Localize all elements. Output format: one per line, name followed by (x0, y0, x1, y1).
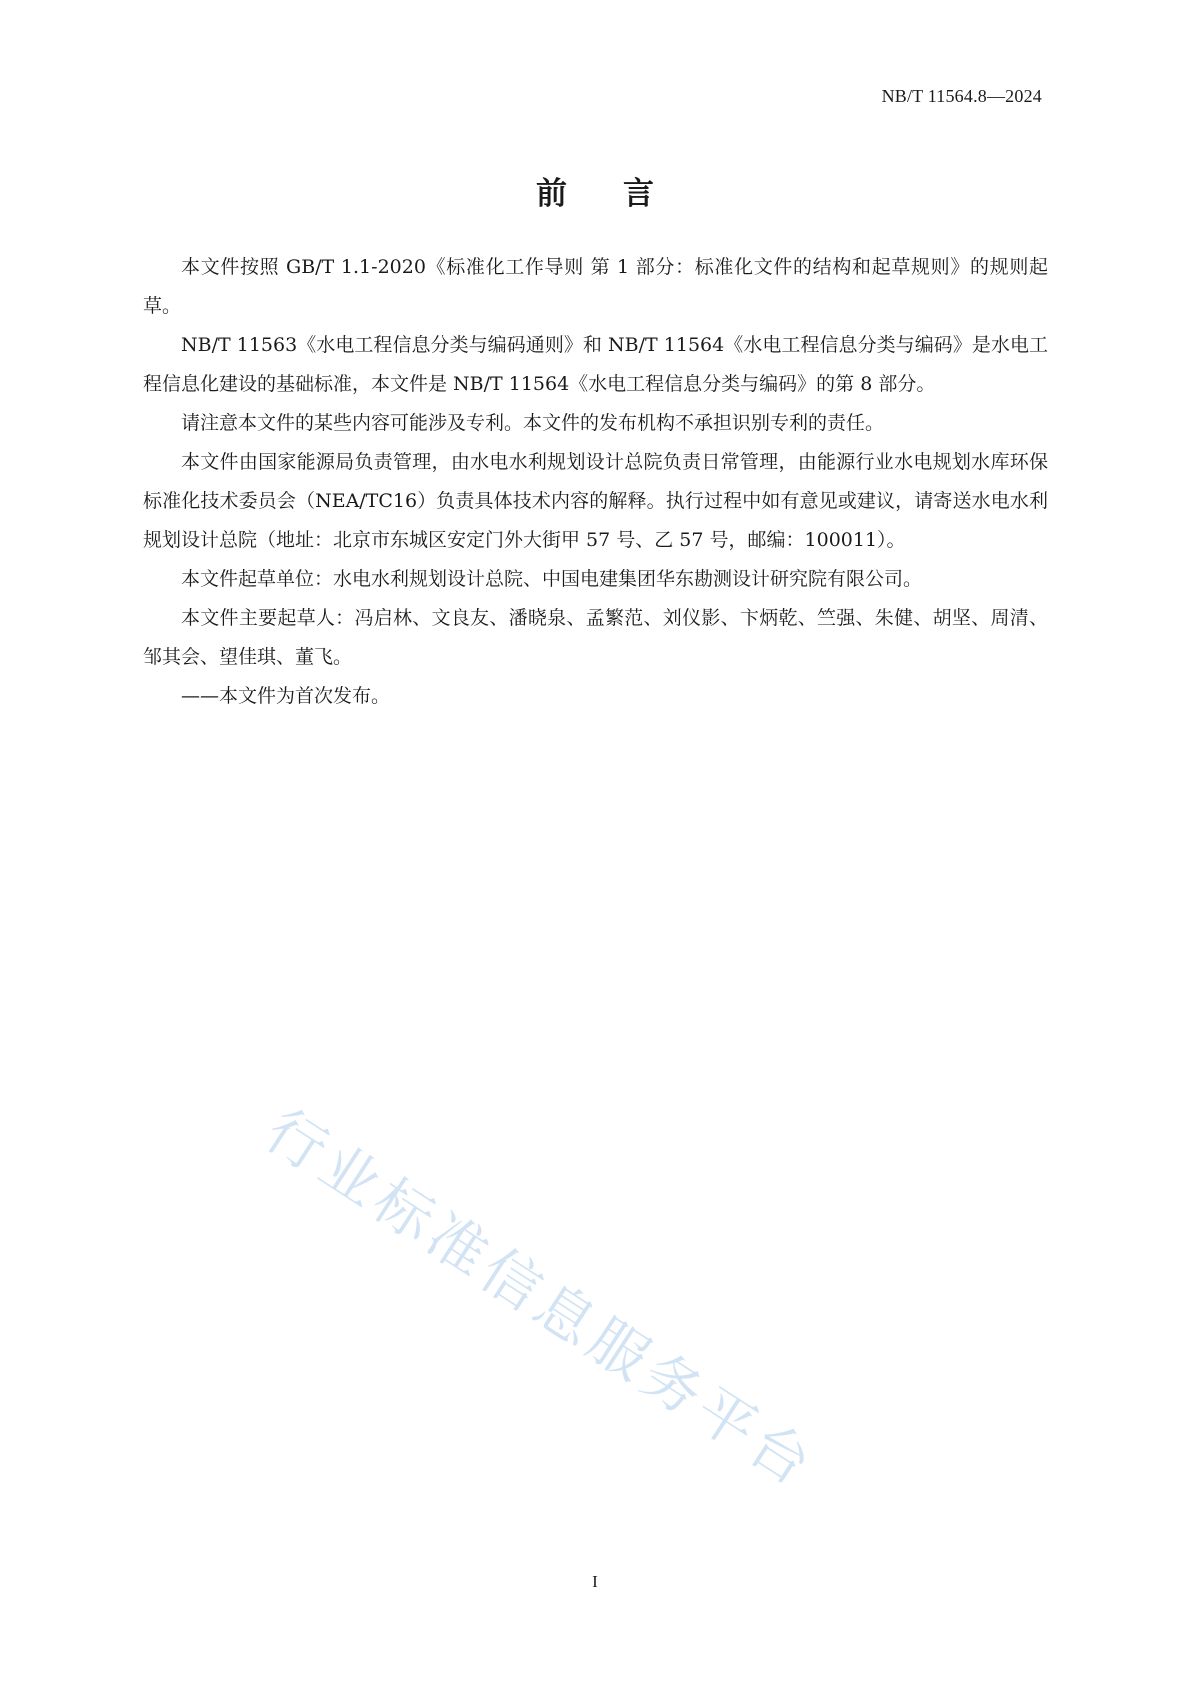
paragraph-drafters: 本文件主要起草人：冯启林、文良友、潘晓泉、孟繁范、刘仪影、卞炳乾、竺强、朱健、胡坚、周清、邹其会、望佳琪、董飞。 (143, 607, 1048, 668)
foreword-body (143, 248, 1048, 716)
watermark: 行业标准信息服务平台 (253, 1095, 828, 1502)
document-number: NB/T 11564.8—2024 (881, 86, 1042, 106)
paragraph-management: 本文件由国家能源局负责管理，由水电水利规划设计总院负责日常管理，由能源行业水电规划水库环保标准化技术委员会（NEA/TC16）负责具体技术内容的解释。执行过程中如有意见或建议，请寄送水电水利规划设计总院（地址：北京市东城区安定门外大街甲 57 号、乙 57 号，邮编：100011）。 (143, 451, 1048, 551)
paragraph-first-release: ——本文件为首次发布。 (181, 685, 391, 707)
page-title (0, 168, 1190, 213)
paragraph-drafting-rules: 本文件按照 GB/T 1.1-2020《标准化工作导则 第 1 部分：标准化文件的结构和起草规则》的规则起草。 (143, 256, 1048, 317)
title-char-1: 前 (536, 176, 567, 212)
paragraph-drafting-units: 本文件起草单位：水电水利规划设计总院、中国电建集团华东勘测设计研究院有限公司。 (181, 568, 923, 590)
paragraph-standard-series: NB/T 11563《水电工程信息分类与编码通则》和 NB/T 11564《水电工程信息分类与编码》是水电工程信息化建设的基础标准，本文件是 NB/T 11564《水电工程信息分类与编码》的第 8 部分。 (143, 334, 1048, 395)
paragraph-patent-notice: 请注意本文件的某些内容可能涉及专利。本文件的发布机构不承担识别专利的责任。 (181, 412, 885, 434)
page-number: I (592, 1572, 598, 1591)
title-char-2: 言 (623, 176, 654, 212)
